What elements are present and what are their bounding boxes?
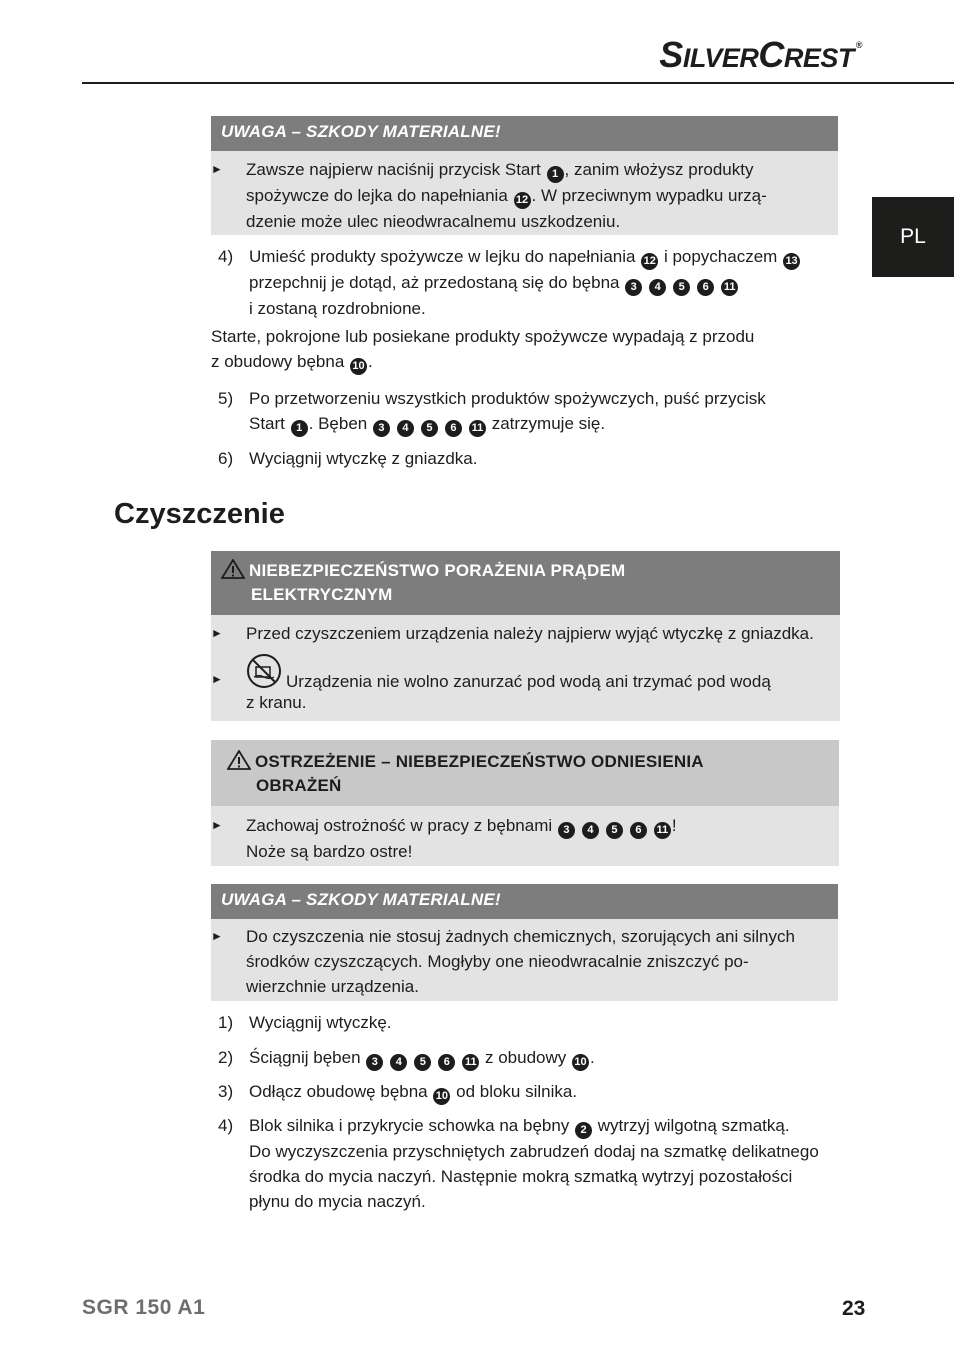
warning-triangle-icon — [227, 750, 251, 770]
ref-badge: 4 — [582, 822, 599, 839]
ref-badge: 12 — [641, 253, 658, 270]
ref-badge: 6 — [697, 279, 714, 296]
ref-badge: 4 — [649, 279, 666, 296]
notice-bullet: ► Do czyszczenia nie stosuj żadnych chemicznych, szorujących ani silnych środków czyszczących. Mogłyby one nieodwracalnie zniszczyć po- wierzchnie urządzenia. — [246, 924, 836, 999]
ref-badge: 12 — [514, 192, 531, 209]
section-heading: Czyszczenie — [114, 498, 285, 530]
danger-header-electric: NIEBEZPIECZEŃSTWO PORAŻENIA PRĄDEM ELEKTRYCZNYM — [211, 551, 840, 615]
ref-badge: 6 — [630, 822, 647, 839]
warning-triangle-icon — [221, 559, 245, 579]
ref-badge: 5 — [421, 420, 438, 437]
ref-badge: 1 — [291, 420, 308, 437]
notice-bullet: ► Urządzenia nie wolno zanurzać pod wodą ani trzymać pod wodą z kranu. — [246, 653, 836, 715]
ref-badge: 4 — [397, 420, 414, 437]
notice-bullet: ► Zachowaj ostrożność w pracy z bębnami 3 4 5 6 11 ! Noże są bardzo ostre! — [246, 813, 836, 864]
ref-badge: 1 — [547, 166, 564, 183]
ref-badge: 2 — [575, 1122, 592, 1139]
ref-badge: 3 — [625, 279, 642, 296]
ref-badge: 4 — [390, 1054, 407, 1071]
ref-badge: 11 — [654, 822, 671, 839]
ref-badge: 11 — [469, 420, 486, 437]
ref-badge: 3 — [373, 420, 390, 437]
ref-badge: 13 — [783, 253, 800, 270]
paragraph: Starte, pokrojone lub posiekane produkty spożywcze wypadają z przodu z obudowy bębna 10 . — [211, 324, 831, 375]
arrow-icon: ► — [211, 672, 223, 686]
no-water-immersion-icon — [246, 653, 282, 689]
notice-header-material: UWAGA – SZKODY MATERIALNE! — [211, 116, 838, 151]
ref-badge: 6 — [445, 420, 462, 437]
ref-badge: 3 — [366, 1054, 383, 1071]
ref-badge: 3 — [558, 822, 575, 839]
page-number: 23 — [842, 1297, 866, 1320]
ref-badge: 11 — [721, 279, 738, 296]
arrow-icon: ► — [211, 162, 223, 176]
language-tab: PL — [872, 197, 954, 277]
arrow-icon: ► — [211, 626, 223, 640]
warning-header-injury: OSTRZEŻENIE – NIEBEZPIECZEŃSTWO ODNIESIENIA OBRAŻEŃ — [211, 740, 839, 806]
ref-badge: 10 — [433, 1088, 450, 1105]
ref-badge: 11 — [462, 1054, 479, 1071]
arrow-icon: ► — [211, 929, 223, 943]
ref-badge: 5 — [673, 279, 690, 296]
ref-badge: 5 — [606, 822, 623, 839]
notice-bullet: ► Zawsze najpierw naciśnij przycisk Start 1 , zanim włożysz produkty spożywcze do lejka do napełniania 12 . W przeciwnym wypadku urzą- dzenie może ulec nieodwracalnemu uszkodzeniu. — [246, 157, 836, 234]
arrow-icon: ► — [211, 818, 223, 832]
ref-badge: 10 — [350, 358, 367, 375]
notice-header-material: UWAGA – SZKODY MATERIALNE! — [211, 884, 838, 919]
ref-badge: 10 — [572, 1054, 589, 1071]
brand-logo: SILVERCREST ® — [659, 34, 862, 75]
model-number: SGR 150 A1 — [82, 1296, 206, 1319]
header-rule — [82, 82, 954, 84]
ref-badge: 5 — [414, 1054, 431, 1071]
notice-bullet: ► Przed czyszczeniem urządzenia należy najpierw wyjąć wtyczkę z gniazdka. — [246, 621, 836, 646]
ref-badge: 6 — [438, 1054, 455, 1071]
